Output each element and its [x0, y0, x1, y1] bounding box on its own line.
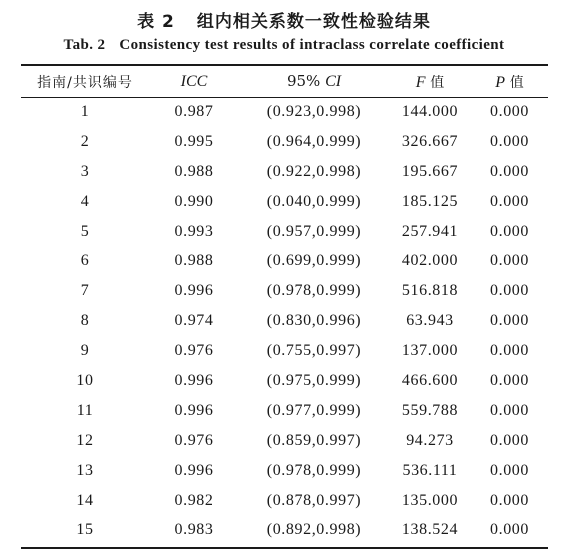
table-row — [21, 306, 548, 336]
cell-guideline-id: 2 — [80, 132, 90, 150]
cell-guideline-id: 5 — [80, 222, 90, 240]
cell-guideline-id: 3 — [80, 162, 90, 180]
column-header-p: P 值 — [495, 73, 524, 91]
cell-f-value: 559.788 — [401, 401, 459, 419]
cell-p-value: 0.000 — [490, 162, 529, 180]
cell-f-value: 138.524 — [401, 521, 459, 539]
cell-p-value: 0.000 — [490, 192, 529, 210]
cell-p-value: 0.000 — [490, 282, 529, 300]
table-row — [21, 127, 548, 157]
cell-confidence-interval: (0.923,0.998) — [266, 102, 362, 120]
cell-f-value: 257.941 — [401, 222, 459, 240]
cell-f-value: 466.600 — [401, 371, 459, 389]
cell-confidence-interval: (0.975,0.999) — [266, 371, 362, 389]
cell-icc: 0.996 — [174, 401, 214, 419]
cell-f-value: 144.000 — [401, 102, 459, 120]
cell-f-value: 185.125 — [401, 192, 459, 210]
table-header-row — [21, 66, 548, 97]
table-row — [21, 187, 548, 217]
cell-guideline-id: 13 — [76, 461, 94, 479]
table-row — [21, 366, 548, 396]
table-number-en: Tab. 2 — [63, 37, 106, 53]
cell-confidence-interval: (0.859,0.997) — [266, 431, 362, 449]
cell-icc: 0.990 — [174, 192, 214, 210]
table-title-cn: 组内相关系数一致性检验结果 — [196, 12, 431, 32]
table-row — [21, 426, 548, 456]
cell-guideline-id: 4 — [80, 192, 90, 210]
cell-icc: 0.976 — [174, 431, 214, 449]
table-row — [21, 276, 548, 306]
cell-p-value: 0.000 — [490, 521, 529, 539]
cell-f-value: 326.667 — [401, 132, 459, 150]
cell-confidence-interval: (0.040,0.999) — [266, 192, 362, 210]
cell-p-value: 0.000 — [490, 371, 529, 389]
cell-confidence-interval: (0.922,0.998) — [266, 162, 362, 180]
cell-icc: 0.996 — [174, 282, 214, 300]
cell-guideline-id: 11 — [76, 401, 94, 419]
cell-p-value: 0.000 — [490, 401, 529, 419]
cell-f-value: 135.000 — [401, 491, 459, 509]
cell-f-value: 402.000 — [401, 252, 459, 270]
cell-p-value: 0.000 — [490, 102, 529, 120]
cell-icc: 0.982 — [174, 491, 214, 509]
table-row — [21, 396, 548, 426]
cell-p-value: 0.000 — [490, 252, 529, 270]
cell-confidence-interval: (0.878,0.997) — [266, 491, 362, 509]
cell-f-value: 63.943 — [406, 312, 454, 330]
cell-p-value: 0.000 — [490, 431, 529, 449]
cell-guideline-id: 8 — [80, 312, 90, 330]
table-row — [21, 515, 548, 545]
cell-icc: 0.988 — [174, 252, 214, 270]
table-body — [21, 97, 548, 545]
column-header-ci: 95% CI — [286, 72, 342, 90]
table-title-en: Consistency test results of intraclass correlate coefficient — [119, 37, 505, 53]
cell-guideline-id: 7 — [80, 282, 90, 300]
cell-f-value: 516.818 — [401, 282, 459, 300]
cell-f-value: 195.667 — [401, 162, 459, 180]
cell-confidence-interval: (0.964,0.999) — [266, 132, 362, 150]
cell-icc: 0.983 — [174, 521, 214, 539]
cell-icc: 0.995 — [174, 132, 214, 150]
cell-confidence-interval: (0.892,0.998) — [266, 521, 362, 539]
cell-guideline-id: 6 — [80, 252, 90, 270]
cell-guideline-id: 9 — [80, 342, 90, 360]
cell-guideline-id: 10 — [76, 371, 94, 389]
cell-f-value: 536.111 — [402, 461, 458, 479]
cell-p-value: 0.000 — [490, 491, 529, 509]
cell-confidence-interval: (0.830,0.996) — [266, 312, 362, 330]
table-bottom-rule — [21, 547, 548, 549]
cell-guideline-id: 1 — [80, 102, 90, 120]
table-number-cn: 表 2 — [137, 12, 175, 32]
cell-p-value: 0.000 — [490, 461, 529, 479]
cell-icc: 0.988 — [174, 162, 214, 180]
table-row — [21, 486, 548, 516]
cell-icc: 0.993 — [174, 222, 214, 240]
cell-confidence-interval: (0.978,0.999) — [266, 461, 362, 479]
cell-f-value: 137.000 — [401, 342, 459, 360]
table-caption-english — [0, 37, 568, 54]
cell-guideline-id: 14 — [76, 491, 94, 509]
column-header-id: 指南/共识编号 — [37, 74, 133, 91]
table-row — [21, 246, 548, 276]
cell-guideline-id: 15 — [76, 521, 94, 539]
table-row — [21, 157, 548, 187]
cell-icc: 0.996 — [174, 371, 214, 389]
cell-guideline-id: 12 — [76, 431, 94, 449]
cell-confidence-interval: (0.977,0.999) — [266, 401, 362, 419]
table-caption-chinese — [0, 7, 568, 32]
table-row — [21, 97, 548, 127]
cell-icc: 0.976 — [174, 342, 214, 360]
table-row — [21, 456, 548, 486]
table-row — [21, 217, 548, 247]
cell-icc: 0.974 — [174, 312, 214, 330]
column-header-icc: ICC — [180, 73, 208, 90]
icc-results-table — [21, 66, 548, 545]
cell-p-value: 0.000 — [490, 312, 529, 330]
cell-p-value: 0.000 — [490, 342, 529, 360]
cell-confidence-interval: (0.699,0.999) — [266, 252, 362, 270]
cell-p-value: 0.000 — [490, 222, 529, 240]
table-row — [21, 336, 548, 366]
cell-confidence-interval: (0.755,0.997) — [266, 342, 362, 360]
column-header-f: F 值 — [415, 73, 445, 91]
cell-p-value: 0.000 — [490, 132, 529, 150]
cell-f-value: 94.273 — [406, 431, 454, 449]
cell-confidence-interval: (0.957,0.999) — [266, 222, 362, 240]
cell-icc: 0.987 — [174, 102, 214, 120]
cell-icc: 0.996 — [174, 461, 214, 479]
cell-confidence-interval: (0.978,0.999) — [266, 282, 362, 300]
